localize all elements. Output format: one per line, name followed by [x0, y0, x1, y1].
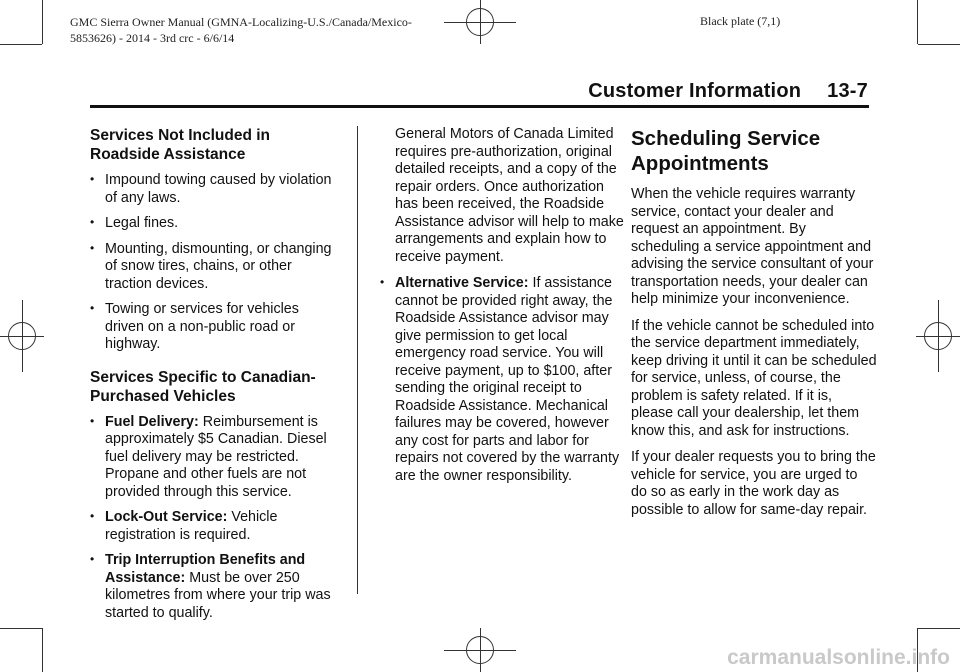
crop-mark: [917, 0, 918, 44]
plate-info-line1: GMC Sierra Owner Manual (GMNA-Localizing-U.S./Canada/Mexico-: [70, 15, 412, 29]
black-plate-label: Black plate (7,1): [700, 14, 781, 28]
subheading-not-included: Services Not Included in Roadside Assistance: [90, 127, 271, 163]
list-item: • Legal fines.: [90, 215, 179, 231]
alternative-service-list: [380, 275, 626, 485]
list-item: • Mounting, dismounting, or changing of snow tires, chains, or other traction devices.: [90, 240, 332, 292]
list-item: • Towing or services for vehicles driven on a non-public road or highway.: [90, 301, 299, 352]
running-head: [588, 80, 868, 103]
plate-info-line2: 5853626) - 2014 - 3rd crc - 6/6/14: [70, 31, 235, 45]
column-divider: [357, 126, 358, 594]
crop-mark: [42, 0, 43, 44]
column-2: [380, 126, 626, 493]
paragraph: If your dealer requests you to bring the vehicle for service, you are urged to do so as early in the work day as possible to allow for same-day repair.: [631, 449, 876, 518]
crop-mark: [918, 44, 960, 45]
column-1: [90, 126, 336, 630]
crop-mark: [918, 628, 960, 629]
subheading-canadian: Services Specific to Canadian-Purchased Vehicles: [90, 368, 316, 405]
continued-paragraph: General Motors of Canada Limited requires pre-authorization, original detailed receipts, and a copy of the repair orders. Once authorization has been received, the Roadside Assistance advisor will help to make arrangements and explain how to receive payment.: [395, 126, 624, 265]
list-item: • Trip Interruption Benefits and Assistance: Must be over 250 kilometres from where your trip was started to qualify.: [90, 552, 331, 621]
crop-mark: [0, 44, 42, 45]
section-heading-scheduling: Scheduling Service Appointments: [631, 127, 821, 175]
plate-info: [70, 14, 510, 46]
watermark: carmanualsonline.info: [727, 646, 950, 669]
column-3: [631, 126, 877, 528]
header-rule: [90, 105, 869, 108]
crop-mark: [0, 628, 42, 629]
page-number: 13-7: [827, 80, 868, 102]
section-title: Customer Information: [588, 80, 802, 102]
crop-mark: [42, 628, 43, 672]
list-item: • Impound towing caused by violation of any laws.: [90, 172, 332, 206]
canadian-services-list: [90, 414, 336, 623]
not-included-list: [90, 172, 336, 354]
list-item: • Fuel Delivery: Reimbursement is approximately $5 Canadian. Diesel fuel delivery may be restricted. Propane and other fuels are not provided through this service.: [90, 413, 327, 500]
paragraph: When the vehicle requires warranty service, contact your dealer and request an appointment. By scheduling a service appointment and advising the service consultant of your transportation needs, your dealer can help minimize your inconvenience.: [631, 186, 874, 307]
list-item: • Alternative Service: If assistance cannot be provided right away, the Roadside Assistance advisor may give permission to get local emergency road service. You will receive payment, up to $100, after sending the original receipt to Roadside Assistance. Mechanical failures may be covered, however any cost for parts and labor for repairs not covered by the warranty are the owner responsibility.: [380, 275, 620, 484]
paragraph: If the vehicle cannot be scheduled into the service department immediately, keep driving it until it can be scheduled for service, unless, of course, the problem is safety related. If it is, please call your dealership, let them know this, and ask for instructions.: [631, 317, 877, 439]
list-item: • Lock-Out Service: Vehicle registration is required.: [90, 509, 278, 543]
